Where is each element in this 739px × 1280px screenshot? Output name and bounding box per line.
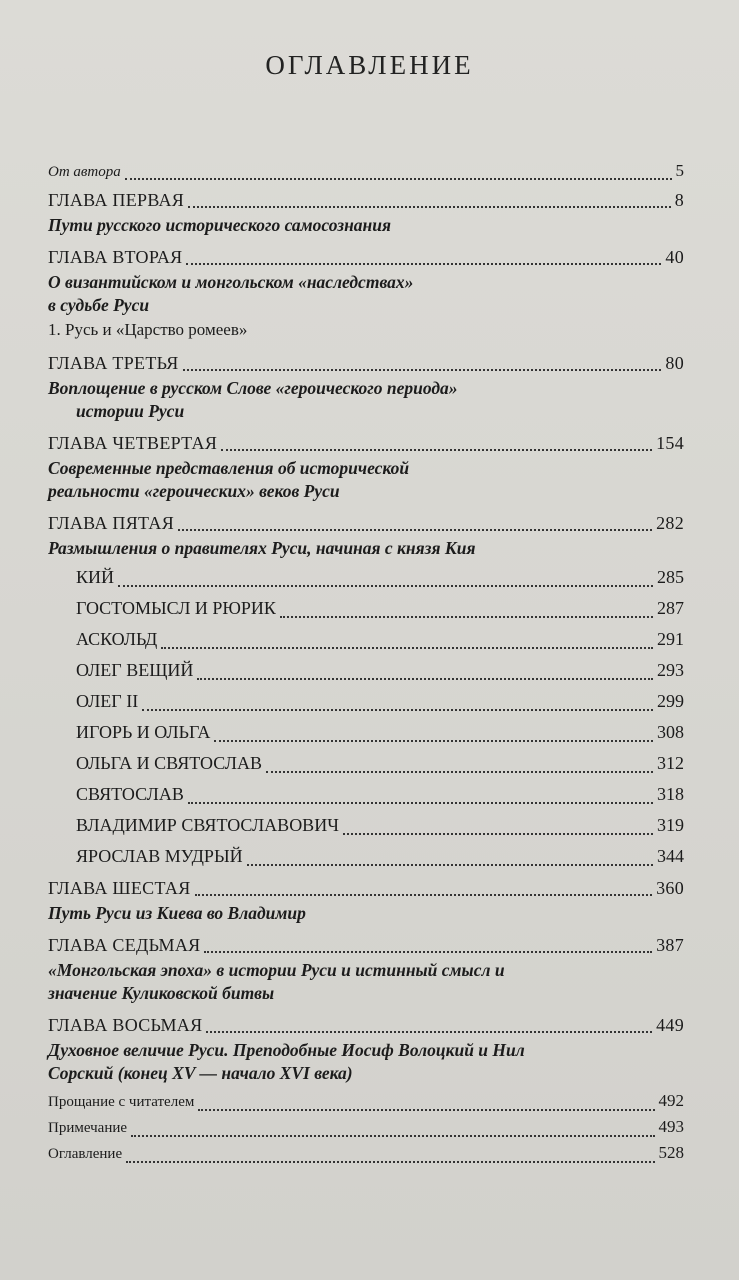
chapter-subtitle: «Монгольская эпоха» в истории Руси и истинный смысл и [48,960,505,980]
toc-entry-ruler[interactable] [48,624,684,655]
page-number: 312 [657,753,684,773]
toc-entry-ruler[interactable] [48,562,684,593]
dot-leader [126,1161,654,1163]
toc-entry-chapter-4[interactable] [48,433,684,503]
toc-entry-ruler[interactable] [48,593,684,624]
page-number: 344 [657,846,684,866]
rulers-list [48,562,684,872]
entry-label: ОЛЕГ ВЕЩИЙ [76,660,194,680]
dot-leader [178,529,652,531]
chapter-subtitle: Путь Руси из Киева во Владимир [48,903,306,923]
chapter-subtitle: Пути русского исторического самосознания [48,215,392,235]
chapter-subtitle: в судьбе Руси [48,295,150,315]
page-title: ОГЛАВЛЕНИЕ [265,50,474,80]
chapter-subtitle: значение Куликовской битвы [48,983,275,1003]
toc-entry-chapter-2[interactable] [48,247,684,343]
entry-label: ВЛАДИМИР СВЯТОСЛАВОВИЧ [76,815,339,835]
page-number: 528 [658,1143,684,1162]
dot-leader [118,585,653,587]
dot-leader [221,449,652,451]
entry-label: ИГОРЬ И ОЛЬГА [76,722,211,742]
dot-leader [214,740,653,742]
page-number: 387 [656,935,684,955]
entry-label: Прощание с читателем [48,1094,195,1110]
page-number: 8 [674,190,684,210]
page-number: 308 [657,722,684,742]
dot-leader [343,833,653,835]
chapter-subtitle: Духовное величие Руси. Преподобные Иосиф Волоцкий и Нил [48,1040,525,1060]
page-number: 493 [658,1117,684,1136]
table-of-contents [48,160,684,1169]
toc-entry-from-author[interactable] [48,160,684,186]
dot-leader [197,678,653,680]
dot-leader [195,894,653,896]
toc-entry-farewell[interactable] [48,1091,684,1117]
toc-entry-ruler[interactable] [48,779,684,810]
dot-leader [186,263,661,265]
dot-leader [142,709,653,711]
entry-label: СВЯТОСЛАВ [76,784,184,804]
toc-entry-contents[interactable] [48,1143,684,1169]
chapter-subtitle: Сорский (конец XV — начало XVI века) [48,1063,353,1083]
page-number: 291 [657,629,684,649]
section-title: 1. Русь и «Царство ромеев» [48,320,248,339]
page-number: 318 [657,784,684,804]
chapter-subtitle: Современные представления об исторической [48,458,410,478]
page-number: 40 [665,247,684,267]
page-number: 287 [657,598,684,618]
chapter-label: ГЛАВА ПЕРВАЯ [48,190,185,210]
dot-leader [206,1031,652,1033]
entry-label: КИЙ [76,567,115,587]
page-number: 319 [657,815,684,835]
entry-label: ГОСТОМЫСЛ И РЮРИК [76,598,276,618]
chapter-subtitle: истории Руси [76,401,185,421]
dot-leader [198,1109,654,1111]
page-number: 154 [656,433,684,453]
toc-entry-chapter-1[interactable] [48,190,684,237]
toc-entry-chapter-5[interactable] [48,513,684,560]
toc-entry-ruler[interactable] [48,810,684,841]
entry-label: АСКОЛЬД [76,629,158,649]
dot-leader [183,369,662,371]
dot-leader [188,206,671,208]
chapter-label: ГЛАВА ТРЕТЬЯ [48,353,179,373]
page-number: 449 [656,1015,684,1035]
toc-entry-chapter-3[interactable] [48,353,684,423]
page-number: 5 [675,161,684,180]
entry-label: ОЛЕГ II [76,691,139,711]
toc-entry-ruler[interactable] [48,686,684,717]
chapter-label: ГЛАВА ШЕСТАЯ [48,878,191,898]
dot-leader [131,1135,654,1137]
toc-entry-notes[interactable] [48,1117,684,1143]
dot-leader [280,616,653,618]
dot-leader [188,802,653,804]
chapter-label: ГЛАВА ВТОРАЯ [48,247,183,267]
toc-entry-ruler[interactable] [48,717,684,748]
dot-leader [266,771,653,773]
dot-leader [247,864,653,866]
toc-entry-ruler[interactable] [48,655,684,686]
chapter-label: ГЛАВА СЕДЬМАЯ [48,935,201,955]
page-number: 360 [656,878,684,898]
dot-leader [161,647,653,649]
toc-entry-chapter-8[interactable] [48,1015,684,1085]
chapter-subtitle: реальности «героических» веков Руси [48,481,340,501]
toc-entry-ruler[interactable] [48,841,684,872]
chapter-label: ГЛАВА ЧЕТВЕРТАЯ [48,433,218,453]
chapter-subtitle: Размышления о правителях Руси, начиная с князя Кия [48,538,476,558]
entry-label: Примечание [48,1120,128,1136]
entry-label: От автора [48,164,121,180]
page-number: 285 [657,567,684,587]
chapter-subtitle: Воплощение в русском Слове «героического периода» [48,378,458,398]
page-number: 299 [657,691,684,711]
page-number: 80 [665,353,684,373]
page-number: 492 [658,1091,684,1110]
entry-label: ЯРОСЛАВ МУДРЫЙ [76,846,243,866]
dot-leader [125,178,672,180]
entry-label: ОЛЬГА И СВЯТОСЛАВ [76,753,262,773]
chapter-label: ГЛАВА ВОСЬМАЯ [48,1015,203,1035]
page-number: 293 [657,660,684,680]
toc-entry-chapter-6[interactable] [48,878,684,925]
chapter-label: ГЛАВА ПЯТАЯ [48,513,175,533]
entry-label: Оглавление [48,1146,123,1162]
toc-entry-chapter-7[interactable] [48,935,684,1005]
toc-entry-ruler[interactable] [48,748,684,779]
chapter-subtitle: О византийском и монгольском «наследствах» [48,272,414,292]
dot-leader [204,951,652,953]
page-number: 282 [656,513,684,533]
